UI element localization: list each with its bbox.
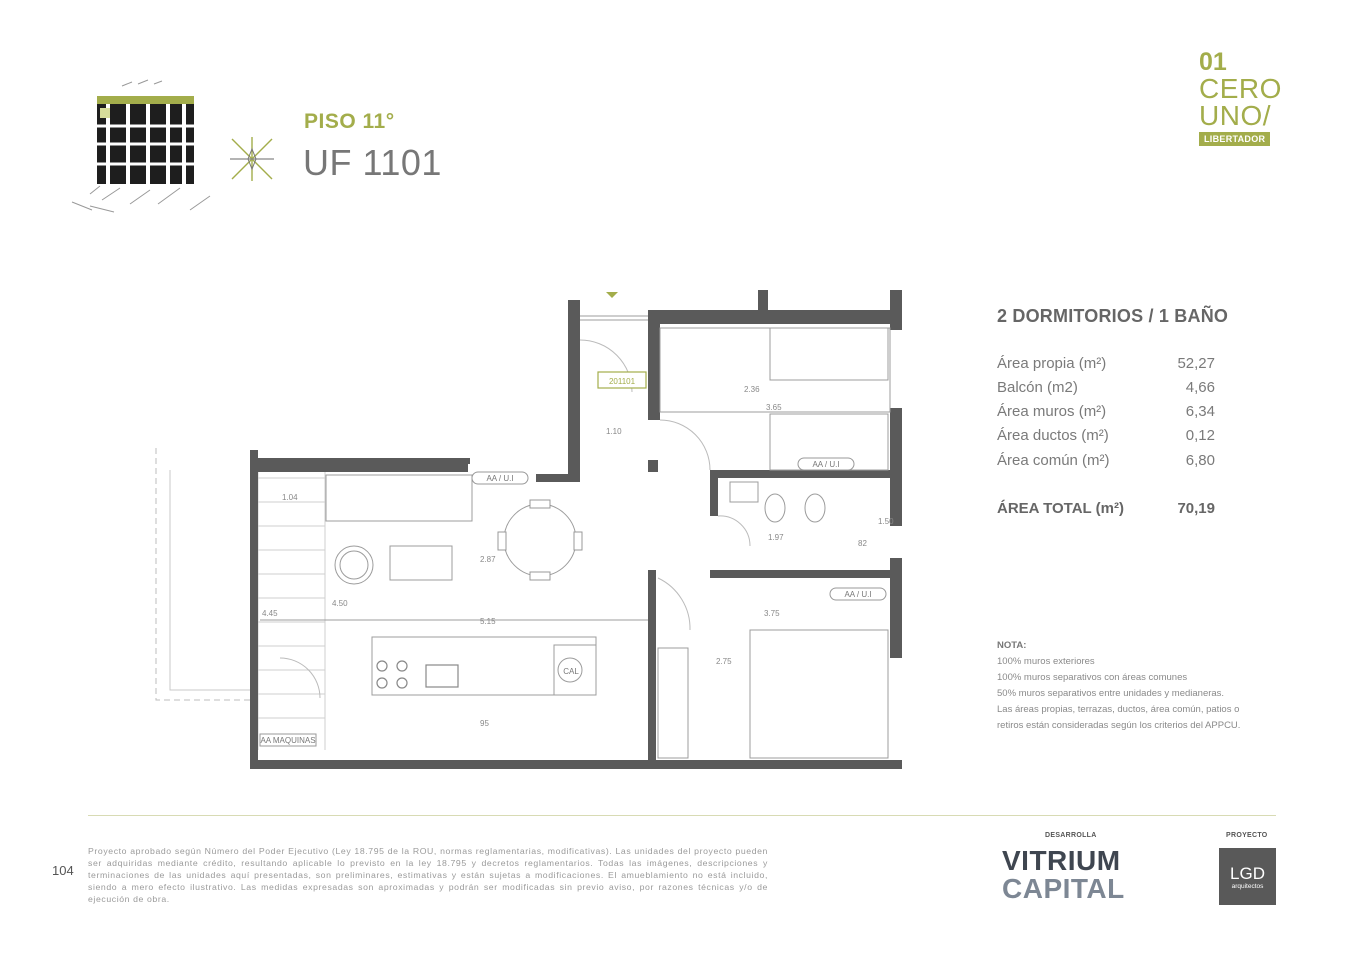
area-row bbox=[997, 403, 1215, 420]
developer-label: DESARROLLA bbox=[1045, 832, 1097, 839]
developer-line1: VITRIUM bbox=[1002, 845, 1121, 876]
lgd-name: LGD bbox=[1230, 864, 1265, 883]
plan-label-aa-living: AA / U.I bbox=[486, 474, 514, 483]
logo-badge: LIBERTADOR bbox=[1199, 132, 1270, 146]
area-row-value: 52,27 bbox=[1177, 355, 1215, 372]
dim-095: 95 bbox=[480, 719, 489, 728]
north-compass-icon bbox=[228, 135, 276, 183]
logo-number: 01 bbox=[1199, 48, 1227, 76]
logo-line1: CERO bbox=[1199, 73, 1282, 104]
dim-104: 1.04 bbox=[282, 493, 298, 502]
vitrium-capital-logo bbox=[1002, 847, 1125, 903]
area-row bbox=[997, 427, 1215, 444]
dim-445: 4.45 bbox=[262, 609, 278, 618]
plan-label-aa-bedroom1: AA / U.I bbox=[812, 460, 840, 469]
legal-disclaimer: Proyecto aprobado según Número del Poder Ejecutivo (Ley 18.795 de la ROU, normas reglamentarias, modificativas). Las unidades del proyecto pueden ser adquiridas mediante crédito, resultando aplicable lo previsto en la ley 18.795 y decretos reglamentarios. Todas las imágenes, descripciones y terminaciones de las unidades aquí presentadas, son preliminares, estimativas y están sujetas a modificaciones. El amueblamiento no está incluido, siendo a mero efecto ilustrativo. Las medidas expresadas son aproximadas y podrán ser modificadas sin previo aviso, por razones técnicas y/o de ejecución de obra. bbox=[88, 846, 768, 904]
dim-287: 2.87 bbox=[480, 555, 496, 564]
dim-110: 1.10 bbox=[606, 427, 622, 436]
dim-450: 4.50 bbox=[332, 599, 348, 608]
dim-197: 1.97 bbox=[768, 533, 784, 542]
developer-line2: CAPITAL bbox=[1002, 873, 1125, 904]
area-row-label: Área común (m²) bbox=[997, 452, 1110, 469]
nota-line: 100% muros exteriores bbox=[997, 656, 1095, 667]
logo-line2: UNO/ bbox=[1199, 100, 1271, 131]
dim-515: 5.15 bbox=[480, 617, 496, 626]
area-row-label: Área ductos (m²) bbox=[997, 427, 1109, 444]
lgd-logo bbox=[1219, 848, 1276, 905]
area-total-value: 70,19 bbox=[1177, 500, 1215, 517]
unit-tag-label: 201101 bbox=[608, 377, 636, 386]
dim-275: 2.75 bbox=[716, 657, 732, 666]
nota-line: Las áreas propias, terrazas, ductos, área común, patios o bbox=[997, 704, 1240, 715]
unit-title: UF 1101 bbox=[303, 142, 442, 183]
floor-plan bbox=[150, 280, 910, 780]
dim-082: 82 bbox=[858, 539, 867, 548]
cero-uno-logo bbox=[1199, 50, 1291, 155]
page-number: 104 bbox=[52, 863, 74, 878]
area-row bbox=[997, 379, 1215, 396]
nota-line: 50% muros separativos entre unidades y medianeras. bbox=[997, 688, 1225, 699]
area-row-value: 0,12 bbox=[1185, 427, 1215, 444]
area-row-label: Balcón (m2) bbox=[997, 379, 1078, 396]
nota-line: retiros están consideradas según los criterios del APPCU. bbox=[997, 720, 1241, 731]
nota-heading: NOTA: bbox=[997, 640, 1027, 651]
area-row-label: Área propia (m²) bbox=[997, 355, 1107, 372]
dim-375: 3.75 bbox=[764, 609, 780, 618]
area-row bbox=[997, 355, 1215, 372]
dim-236: 2.36 bbox=[744, 385, 760, 394]
plan-label-maquinas: AA MAQUINAS bbox=[260, 736, 316, 745]
project-label: PROYECTO bbox=[1226, 832, 1268, 839]
floor-label: PISO 11° bbox=[304, 110, 395, 133]
nota-line: 100% muros separativos con áreas comunes bbox=[997, 672, 1188, 683]
dim-150: 1.50 bbox=[878, 517, 894, 526]
area-total-row bbox=[997, 500, 1215, 517]
area-row-value: 6,80 bbox=[1185, 452, 1215, 469]
area-row bbox=[997, 452, 1215, 469]
plan-label-aa-bedroom2: AA / U.I bbox=[844, 590, 872, 599]
area-row-value: 4,66 bbox=[1185, 379, 1215, 396]
area-total-label: ÁREA TOTAL (m²) bbox=[997, 500, 1124, 517]
building-key-plan bbox=[60, 78, 225, 223]
lgd-sub: arquitectos bbox=[1231, 883, 1264, 890]
footer-divider bbox=[88, 815, 1276, 816]
plan-label-cal: CAL bbox=[563, 667, 579, 676]
area-row-value: 6,34 bbox=[1185, 403, 1215, 420]
unit-type-title: 2 DORMITORIOS / 1 BAÑO bbox=[997, 306, 1229, 326]
nota-block bbox=[997, 638, 1297, 734]
area-row-label: Área muros (m²) bbox=[997, 403, 1107, 420]
dim-365: 3.65 bbox=[766, 403, 782, 412]
